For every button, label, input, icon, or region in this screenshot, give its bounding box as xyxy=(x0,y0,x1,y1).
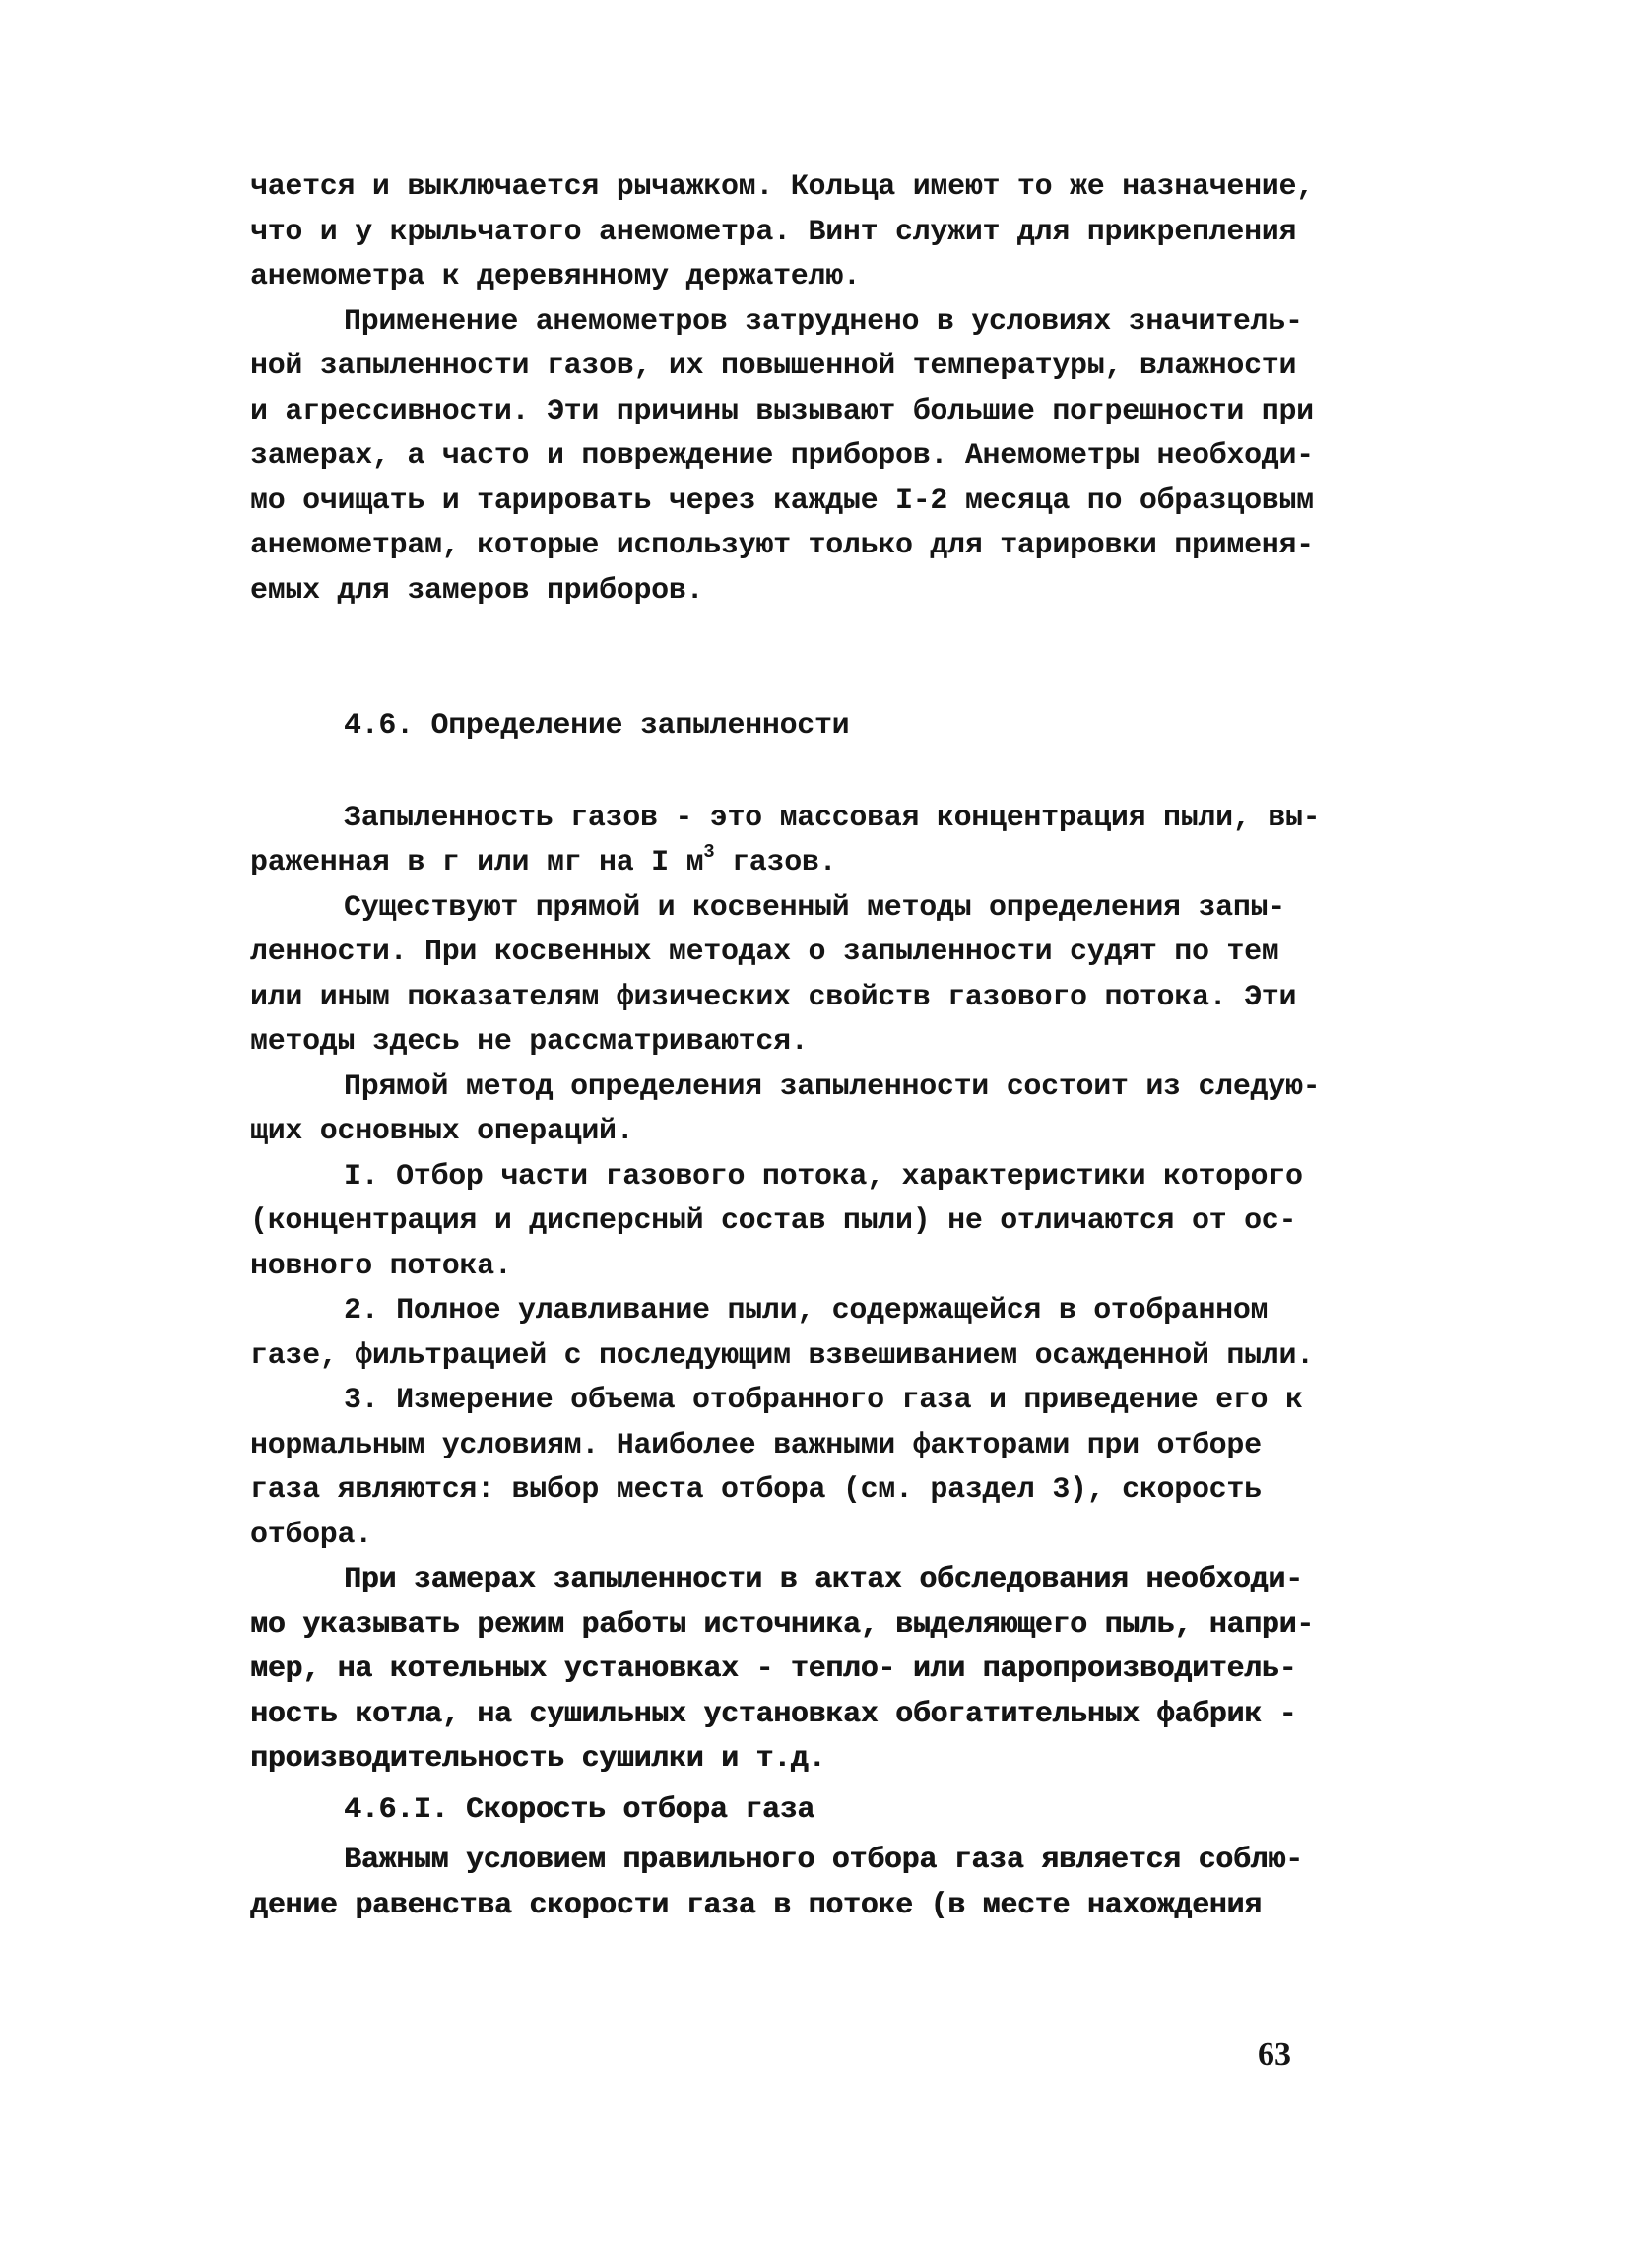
page-number: 63 xyxy=(1258,2037,1291,2073)
list-item-line: I. Отбор части газового потока, характеристики которого xyxy=(344,1159,1303,1194)
text-line: чается и выключается рычажком. Кольца имеют то же назначение, xyxy=(250,170,1314,204)
text-line: замерах, а часто и повреждение приборов. Анемометры необходи- xyxy=(250,439,1314,473)
text-line: Прямой метод определения запыленности состоит из следую- xyxy=(344,1069,1321,1104)
text-line: анемометра к деревянному держателю. xyxy=(250,260,861,293)
superscript: 3 xyxy=(703,841,715,863)
text-column xyxy=(250,165,1383,1928)
text-line: ной запыленности газов, их повышенной температуры, влажности xyxy=(250,350,1297,383)
text-line: ность котла, на сушильных установках обогатительных фабрик - xyxy=(250,1697,1297,1731)
text-line: щих основных операций. xyxy=(250,1115,634,1148)
text-line: или иным показателям физических свойств газового потока. Эти xyxy=(250,980,1297,1014)
text-line: емых для замеров приборов. xyxy=(250,573,704,608)
text-line: ленности. При косвенных методах о запыленности судят по тем xyxy=(250,936,1279,969)
subsection-heading: 4.6.I. Скорость отбора газа xyxy=(344,1792,814,1827)
list-item-line: 3. Измерение объема отобранного газа и приведение его к xyxy=(344,1384,1303,1417)
text-line: Запыленность газов - это массовая концентрация пыли, вы- xyxy=(344,801,1321,835)
text-line: При замерах запыленности в актах обследования необходи- xyxy=(344,1563,1303,1596)
list-item-line: отбора. xyxy=(250,1518,372,1552)
text-line: Важным условием правильного отбора газа является соблю- xyxy=(344,1844,1303,1877)
text-line: что и у крыльчатого анемометра. Винт служит для прикрепления xyxy=(250,215,1297,249)
text-line: методы здесь не рассматриваются. xyxy=(250,1025,809,1059)
text-line: анемометрам, которые используют только для тарировки применя- xyxy=(250,529,1314,562)
text-line: мо указывать режим работы источника, выделяющего пыль, напри- xyxy=(250,1607,1314,1642)
section-heading: 4.6. Определение запыленности xyxy=(344,709,850,743)
text-fragment: раженная в г или мг на I м xyxy=(250,846,704,879)
text-line: и агрессивности. Эти причины вызывают большие погрешности при xyxy=(250,394,1314,428)
text-line: мер, на котельных установках - тепло- или паропроизводитель- xyxy=(250,1652,1297,1686)
text-line: мо очищать и тарировать через каждые I-2 месяца по образцовым xyxy=(250,484,1314,518)
text-line: Применение анемометров затруднено в условиях значитель- xyxy=(344,304,1303,339)
text-line: производительность сушилки и т.д. xyxy=(250,1742,826,1776)
list-item-line: новного потока. xyxy=(250,1249,512,1283)
text-line xyxy=(250,841,1383,886)
list-item-line: газа являются: выбор места отбора (см. раздел 3), скорость xyxy=(250,1473,1262,1507)
list-item-line: нормальным условиям. Наиболее важными факторами при отборе xyxy=(250,1428,1262,1462)
text-line: дение равенства скорости газа в потоке (в месте нахождения xyxy=(250,1888,1262,1922)
text-line: Существуют прямой и косвенный методы определения запы- xyxy=(344,890,1285,925)
list-item-line: газе, фильтрацией с последующим взвешиванием осажденной пыли. xyxy=(250,1338,1314,1373)
list-item-line: 2. Полное улавливание пыли, содержащейся в отобранном xyxy=(344,1294,1269,1328)
list-item-line: (концентрация и дисперсный состав пыли) не отличаются от ос- xyxy=(250,1204,1297,1238)
text-fragment: газов. xyxy=(714,846,837,879)
